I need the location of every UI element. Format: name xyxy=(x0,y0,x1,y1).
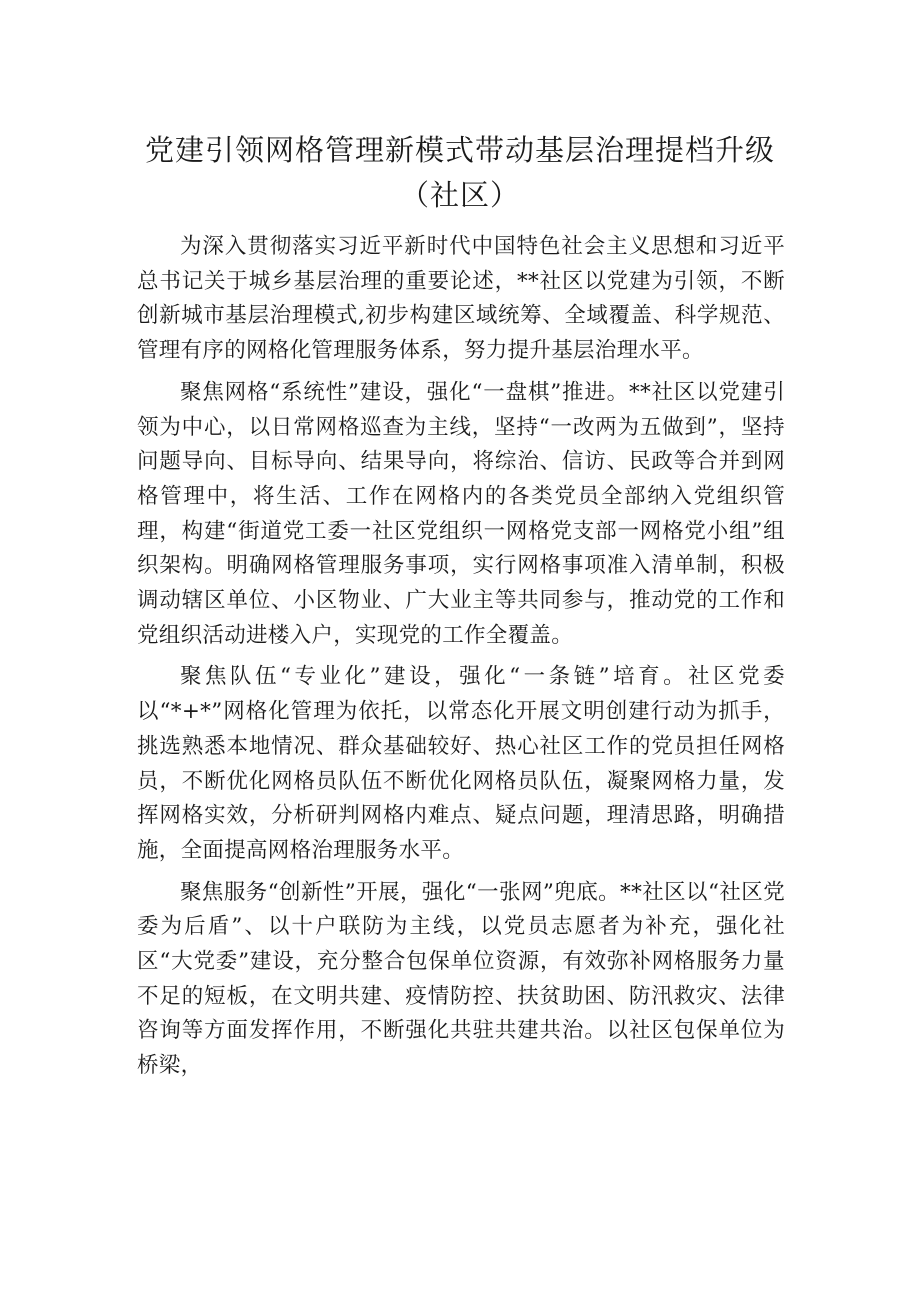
document-title: 党建引领网格管理新模式带动基层治理提档升级（社区） xyxy=(144,133,775,212)
paragraph-service-innovation: 聚焦服务“创新性”开展，强化“一张网”兜底。**社区以“社区党委为后盾”、以十户联防为主线，以党员志愿者为补充，强化社区“大党委”建设，充分整合包保单位资源，有效弥补网格服务力量不足的短板，在文明共建、疫情防控、扶贫助困、防汛救灾、法律咨询等方面发挥作用，不断强化共驻共建共治。以社区包保单位为桥梁， xyxy=(137,879,785,1079)
paragraph-intro: 为深入贯彻落实习近平新时代中国特色社会主义思想和习近平总书记关于城乡基层治理的重要论述，**社区以党建为引领，不断创新城市基层治理模式,初步构建区域统筹、全域覆盖、科学规范、管理有序的网格化管理服务体系，努力提升基层治理水平。 xyxy=(137,234,785,364)
paragraph-team-professional: 聚焦队伍“专业化”建设，强化“一条链”培育。社区党委以“*+*”网格化管理为依托，以常态化开展文明创建行动为抓手，挑选熟悉本地情况、群众基础较好、热心社区工作的党员担任网格员，不断优化网格员队伍不断优化网格员队伍，凝聚网格力量，发挥网格实效，分析研判网格内难点、疑点问题，理清思路，明确措施，全面提高网格治理服务水平。 xyxy=(137,664,785,863)
document-body xyxy=(137,230,785,1091)
paragraph-grid-system: 聚焦网格“系统性”建设，强化“一盘棋”推进。**社区以党建引领为中心，以日常网格巡查为主线，坚持“一改两为五做到”，坚持问题导向、目标导向、结果导向，将综治、信访、民政等合并到网格管理中，将生活、工作在网格内的各类党员全部纳入党组织管理，构建“街道党工委一社区党组织一网格党支部一网格党小组”组织架构。明确网格管理服务事项，实行网格事项准入清单制，积极调动辖区单位、小区物业、广大业主等共同参与，推动党的工作和党组织活动进楼入户，实现党的工作全覆盖。 xyxy=(137,379,785,648)
